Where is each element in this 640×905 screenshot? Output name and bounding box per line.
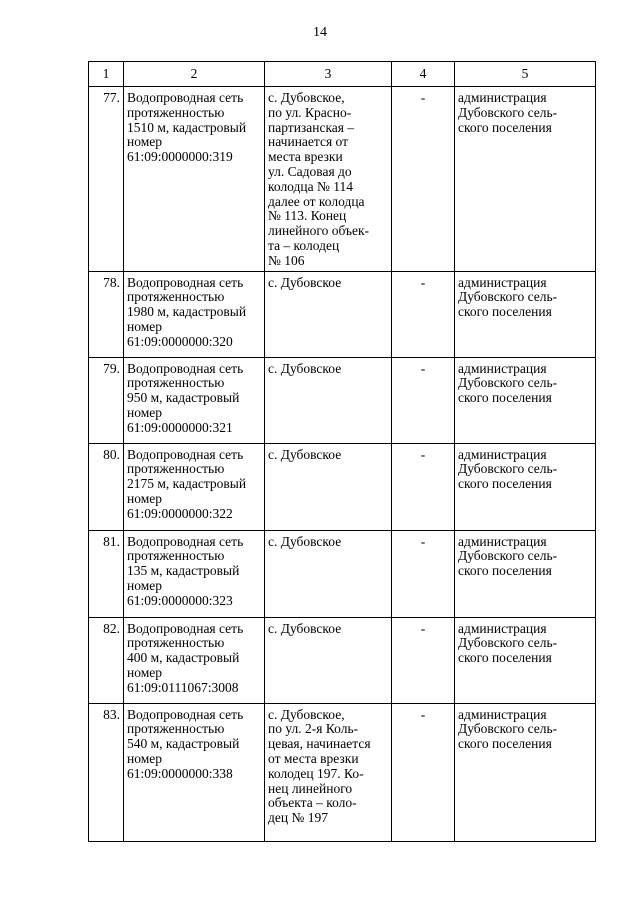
object-description bbox=[124, 703, 265, 841]
page-number: 14 bbox=[313, 25, 327, 40]
description-line: номер bbox=[127, 134, 163, 150]
registry-table bbox=[88, 61, 596, 842]
owner-line: ского поселения bbox=[458, 650, 552, 666]
column-4-value: - bbox=[392, 357, 455, 443]
address-line: партизанская – bbox=[268, 119, 355, 135]
description-line: номер bbox=[127, 490, 163, 506]
description-line: 61:09:0000000:322 bbox=[127, 505, 233, 521]
address-line: по ул. Красно- bbox=[268, 104, 352, 120]
column-4-value: - bbox=[392, 703, 455, 841]
address-line: места врезки bbox=[268, 149, 343, 165]
description-line: номер bbox=[127, 577, 163, 593]
table-row bbox=[89, 87, 596, 272]
description-line: номер bbox=[127, 318, 163, 334]
owner-line: Дубовского сель- bbox=[458, 104, 558, 120]
owner-line: администрация bbox=[458, 533, 547, 549]
address-line: с. Дубовское bbox=[268, 360, 342, 376]
row-number: 82. bbox=[89, 617, 124, 703]
column-4-value: - bbox=[392, 87, 455, 272]
header-col-5: 5 bbox=[455, 62, 596, 87]
description-line: номер bbox=[127, 404, 163, 420]
description-line: 61:09:0000000:321 bbox=[127, 419, 233, 435]
header-col-4: 4 bbox=[392, 62, 455, 87]
description-line: протяженностью bbox=[127, 289, 225, 305]
object-description bbox=[124, 357, 265, 443]
description-line: 2175 м, кадастровый bbox=[127, 476, 247, 492]
owner bbox=[455, 271, 596, 357]
description-line: протяженностью bbox=[127, 375, 225, 391]
owner bbox=[455, 357, 596, 443]
owner-line: администрация bbox=[458, 620, 547, 636]
owner-line: ского поселения bbox=[458, 563, 552, 579]
address-line: по ул. 2-я Коль- bbox=[268, 721, 359, 737]
description-line: протяженностью bbox=[127, 548, 225, 564]
address-line: № 106 bbox=[268, 252, 305, 268]
owner-line: Дубовского сель- bbox=[458, 289, 558, 305]
address-line: нец линейного bbox=[268, 780, 353, 796]
description-line: протяженностью bbox=[127, 104, 225, 120]
address-line: с. Дубовское bbox=[268, 274, 342, 290]
object-description bbox=[124, 617, 265, 703]
description-line: Водопроводная сеть bbox=[127, 620, 244, 636]
description-line: протяженностью bbox=[127, 635, 225, 651]
description-line: Водопроводная сеть bbox=[127, 360, 244, 376]
owner-line: администрация bbox=[458, 706, 547, 722]
owner bbox=[455, 443, 596, 530]
owner-line: Дубовского сель- bbox=[458, 721, 558, 737]
description-line: 950 м, кадастровый bbox=[127, 390, 240, 406]
address-line: с. Дубовское bbox=[268, 620, 342, 636]
row-number: 81. bbox=[89, 530, 124, 617]
header-row bbox=[89, 62, 596, 87]
owner-line: администрация bbox=[458, 274, 547, 290]
description-line: Водопроводная сеть bbox=[127, 446, 244, 462]
address-line: дец № 197 bbox=[268, 810, 328, 826]
owner-line: Дубовского сель- bbox=[458, 635, 558, 651]
description-line: 400 м, кадастровый bbox=[127, 650, 240, 666]
owner bbox=[455, 530, 596, 617]
column-4-value: - bbox=[392, 443, 455, 530]
owner-line: ского поселения bbox=[458, 119, 552, 135]
owner bbox=[455, 87, 596, 272]
address-line: цевая, начинается bbox=[268, 736, 371, 752]
object-description bbox=[124, 87, 265, 272]
object-address bbox=[265, 271, 392, 357]
owner-line: Дубовского сель- bbox=[458, 548, 558, 564]
table-row bbox=[89, 443, 596, 530]
object-address bbox=[265, 87, 392, 272]
description-line: номер bbox=[127, 750, 163, 766]
description-line: 135 м, кадастровый bbox=[127, 563, 240, 579]
row-number: 79. bbox=[89, 357, 124, 443]
table-row bbox=[89, 530, 596, 617]
owner-line: администрация bbox=[458, 90, 547, 105]
object-description bbox=[124, 443, 265, 530]
address-line: далее от колодца bbox=[268, 193, 365, 209]
description-line: протяженностью bbox=[127, 461, 225, 477]
description-line: Водопроводная сеть bbox=[127, 533, 244, 549]
address-line: с. Дубовское bbox=[268, 446, 342, 462]
owner bbox=[455, 703, 596, 841]
description-line: 1980 м, кадастровый bbox=[127, 304, 247, 320]
object-address bbox=[265, 357, 392, 443]
description-line: 61:09:0111067:3008 bbox=[127, 679, 239, 695]
object-description bbox=[124, 271, 265, 357]
owner-line: ского поселения bbox=[458, 736, 552, 752]
address-line: колодца № 114 bbox=[268, 178, 354, 194]
owner-line: ского поселения bbox=[458, 390, 552, 406]
description-line: 1510 м, кадастровый bbox=[127, 119, 247, 135]
description-line: 61:09:0000000:338 bbox=[127, 765, 233, 781]
object-address bbox=[265, 443, 392, 530]
column-4-value: - bbox=[392, 617, 455, 703]
description-line: Водопроводная сеть bbox=[127, 274, 244, 290]
table-body bbox=[89, 87, 596, 842]
description-line: Водопроводная сеть bbox=[127, 706, 244, 722]
column-4-value: - bbox=[392, 271, 455, 357]
address-line: от места врезки bbox=[268, 750, 359, 766]
address-line: колодец 197. Ко- bbox=[268, 765, 364, 781]
address-line: объекта – коло- bbox=[268, 795, 357, 811]
row-number: 77. bbox=[89, 87, 124, 272]
owner-line: ского поселения bbox=[458, 304, 552, 320]
table-row bbox=[89, 617, 596, 703]
description-line: протяженностью bbox=[127, 721, 225, 737]
address-line: та – колодец bbox=[268, 237, 340, 253]
address-line: с. Дубовское bbox=[268, 533, 342, 549]
address-line: № 113. Конец bbox=[268, 208, 347, 224]
description-line: 540 м, кадастровый bbox=[127, 736, 240, 752]
table-row bbox=[89, 703, 596, 841]
row-number: 78. bbox=[89, 271, 124, 357]
owner-line: администрация bbox=[458, 446, 547, 462]
address-line: ул. Садовая до bbox=[268, 163, 352, 179]
object-address bbox=[265, 703, 392, 841]
owner bbox=[455, 617, 596, 703]
address-line: с. Дубовское, bbox=[268, 706, 345, 722]
description-line: номер bbox=[127, 664, 163, 680]
address-line: линейного объек- bbox=[268, 223, 370, 239]
owner-line: Дубовского сель- bbox=[458, 375, 558, 391]
object-description bbox=[124, 530, 265, 617]
address-line: с. Дубовское, bbox=[268, 90, 345, 105]
owner-line: ского поселения bbox=[458, 476, 552, 492]
address-line: начинается от bbox=[268, 134, 349, 150]
object-address bbox=[265, 617, 392, 703]
row-number: 80. bbox=[89, 443, 124, 530]
header-col-1: 1 bbox=[89, 62, 124, 87]
description-line: 61:09:0000000:320 bbox=[127, 333, 233, 349]
description-line: 61:09:0000000:319 bbox=[127, 149, 233, 165]
table-row bbox=[89, 357, 596, 443]
description-line: 61:09:0000000:323 bbox=[127, 592, 233, 608]
description-line: Водопроводная сеть bbox=[127, 90, 244, 105]
header-col-2: 2 bbox=[124, 62, 265, 87]
owner-line: администрация bbox=[458, 360, 547, 376]
row-number: 83. bbox=[89, 703, 124, 841]
owner-line: Дубовского сель- bbox=[458, 461, 558, 477]
table-row bbox=[89, 271, 596, 357]
object-address bbox=[265, 530, 392, 617]
column-4-value: - bbox=[392, 530, 455, 617]
header-col-3: 3 bbox=[265, 62, 392, 87]
